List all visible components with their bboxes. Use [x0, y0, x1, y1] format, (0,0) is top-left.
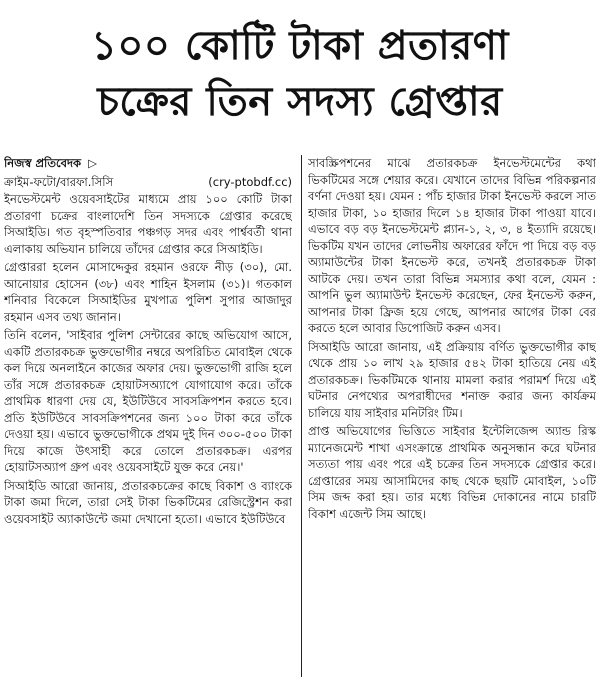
article-column-right — [308, 155, 596, 677]
column-divider — [301, 155, 302, 677]
headline-line-2: চক্রের তিন সদস্য গ্রেপ্তার — [97, 79, 503, 125]
byline — [4, 155, 292, 172]
byline-arrow-icon: ▷ — [88, 156, 97, 170]
article-body — [4, 155, 596, 677]
photo-credit — [4, 174, 292, 191]
paragraph: গ্রেপ্তাররা হলেন মোসাদ্দেকুর রহমান ওরফে নীড় (৩০), মো. আনোয়ার হোসেন (৩৮) এবং শাহিন ইসলাম (৩১)। গতকাল শনিবার বিকেলে সিআইডির মুখপাত্র পুলিশ সুপার আজাদুর রহমান এসব তথ্য জানান। — [4, 260, 292, 324]
paragraph: সিআইডি আরো জানায়, এই প্রক্রিয়ায় বর্ণিত ভুক্তভোগীর কাছ থেকে প্রায় ১০ লাখ ২৯ হাজার ৫৪২ টাকা হাতিয়ে নেয় এই প্রতারকচক্র। ভিকটিমকে থানায় মামলা করার পরামর্শ দিয়ে এই ঘটনার নেপথ্যের অপরাধীদের শনাক্ত করার জন্য কার্যক্রম চালিয়ে যায় সাইবার মনিটরিং টিম। — [308, 339, 596, 420]
source-site: (cry-ptobdf.cc) — [208, 174, 292, 189]
paragraph: তিনি বলেন, 'সাইবার পুলিশ সেন্টারের কাছে অভিযোগ আসে, একটি প্রতারকচক্র ভুক্তভোগীর নম্বরে অপরিচিত মোবাইল থেকে কল দিয়ে অনলাইনে কাজের অফার দেয়। ভুক্তভোগী রাজি হলে তাঁর সঙ্গে প্রতারকচক্র হোয়াটসঅ্যাপে যোগাযোগ করে। তাঁকে প্রাথমিক ধারণা দেয় যে, ইউটিউবে সাবসক্রিপশন করতে হবে। প্রতি ইউটিউবে সাবসক্রিপশনের জন্য ১০০ টাকা করে তাঁকে দেওয়া হয়। এভাবে ভুক্তভোগীকে প্রথম দুই দিন ৩০০-৫০০ টাকা দিয়ে কাজে উৎসাহী করে তোলে প্রতারকচক্র। এরপর হোয়াটসঅ্যাপ গ্রুপ এবং ওয়েবসাইটে যুক্ত করে নেয়।' — [4, 328, 292, 474]
headline-line-1: ১০০ কোটি টাকা প্রতারণা — [90, 23, 510, 69]
paragraph: সিআইডি আরো জানায়, প্রতারকচক্রের কাছে বিকাশ ও ব্যাংকে টাকা জমা দিলে, তারা সেই টাকা ভিকটিমের রেজিস্ট্রেশন করা ওয়েবসাইট অ্যাকাউন্টে জমা দেখানো হতো। এভাবে ইউটিউবে — [4, 478, 292, 526]
paragraph: সাবস্ক্রিপশনের মাঝে প্রতারকচক্র ইনভেস্টমেন্টের কথা ভিকটিমের সঙ্গে শেয়ার করে। যেখানে তাদের বিভিন্ন পরিকল্পনার বর্ণনা দেওয়া হয়। যেমন : পাঁচ হাজার টাকা ইনভেস্ট করলে সাত হাজার টাকা, ১০ হাজার দিলে ১৪ হাজার টাকা পাওয়া যাবে। এভাবে বড় বড় ইনভেস্টমেন্ট প্ল্যান-১, ২, ৩, ৪ ইত্যাদি রয়েছে। ভিকটিম যখন তাদের লোভনীয় অফারের ফাঁদে পা দিয়ে বড় বড় অ্যামাউন্টের টাকা ইনভেস্ট করে, তখনই প্রতারকচক্র টাকা আটকে দেয়। তখন তারা বিভিন্ন সমস্যার কথা বলে, যেমন : আপনি ভুল অ্যামাউন্ট ইনভেস্ট করেছেন, ফের ইনভেস্ট করুন, আপনার টাকা ফ্রিজ হয়ে গেছে, আপনার আগের টাকা বের করতে হলে আবার ডিপোজিট করুন এসব। — [308, 156, 596, 335]
reporter-name: নিজস্ব প্রতিবেদক — [4, 156, 82, 170]
paragraph: ইনভেস্টমেন্ট ওয়েবসাইটের মাধ্যমে প্রায় ১০০ কোটি টাকা প্রতারণা চক্রের বাংলাদেশি তিন সদস্যকে গ্রেপ্তার করেছে সিআইডি। গত বৃহস্পতিবার পঞ্চগড় সদর এবং পার্শ্ববর্তী থানা এলাকায় অভিযান চালিয়ে তাঁদের গ্রেপ্তার করে সিআইডি। — [4, 192, 292, 256]
headline — [0, 18, 600, 130]
article-column-left — [4, 155, 292, 677]
paragraph: প্রাপ্ত অভিযোগের ভিত্তিতে সাইবার ইন্টেলিজেন্স অ্যান্ড রিস্ক ম্যানেজমেন্ট শাখা এসংক্রান্তে প্রাথমিক অনুসন্ধান করে ঘটনার সত্যতা পায় এবং পরে এই চক্রের তিন সদস্যকে গ্রেপ্তার করে। গ্রেপ্তারের সময় আসামিদের কাছ থেকে ছয়টি মোবাইল, ১০টি সিম জব্দ করা হয়। তার মধ্যে বিভিন্ন দোকানের নামে চারটি বিকাশ এজেন্ট সিম আছে। — [308, 424, 596, 521]
photo-credit-text: ক্রাইম-ফটো/বারফা.সিসি — [4, 174, 114, 189]
